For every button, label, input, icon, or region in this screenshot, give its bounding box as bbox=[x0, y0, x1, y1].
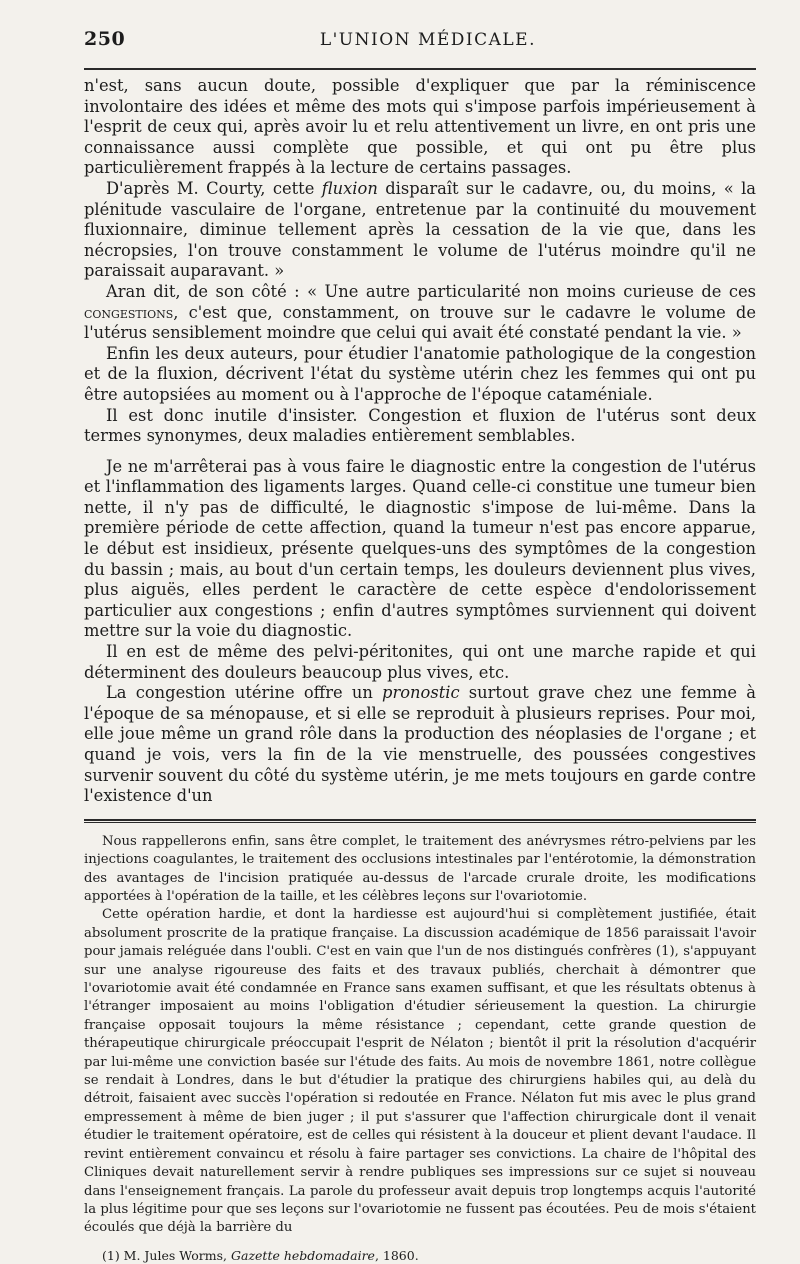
feuilleton-rule bbox=[84, 819, 756, 821]
paragraph-1: n'est, sans aucun doute, possible d'expliquer que par la réminiscence involontaire des idées et même des mots qui s'impose parfois impérieusement à l'esprit de ceux qui, après avoir lu et relu attentivement un livre, en ont pris une connaissance aussi complète que possible, et qui ont pu être plus particulièrement frappés à la lecture de certains passages. bbox=[84, 76, 756, 178]
main-text bbox=[84, 76, 756, 807]
paragraph-2-text-b: disparaît sur le cadavre, ou, du moins, « la plénitude vasculaire de l'organe, entretenue par la continuité du mouvement fluxionnaire, diminue tellement après la cessation de la vie que, dans les nécropsies, l'on trouve constamment le volume de l'utérus moindre qu'il ne paraissait auparavant. » bbox=[84, 178, 757, 281]
paragraph-3-smallcaps: congestions bbox=[84, 302, 174, 322]
feuilleton-rule-thin bbox=[84, 822, 756, 823]
paragraph-8-italic: pronostic bbox=[382, 683, 460, 703]
footnote-text-a: (1) M. Jules Worms, bbox=[102, 1247, 231, 1263]
footnote-journal: Gazette hebdomadaire bbox=[231, 1247, 375, 1263]
paragraph-8-text-b: surtout grave chez une femme à l'époque de sa ménopause, et si elle se reproduit à plusieurs reprises. Pour moi, elle joue même un grand rôle dans la production des néoplasies de l'organe ; et quand je vois, vers la fin de la vie menstruelle, des poussées congestives survenir souvent du côté du système utérin, je me mets toujours en garde contre l'existence d'un bbox=[84, 683, 756, 806]
page-number: 250 bbox=[84, 28, 126, 50]
paragraph-8 bbox=[84, 683, 756, 807]
paragraph-3-text-a: Aran dit, de son côté : « Une autre particularité non moins curieuse de ces bbox=[106, 281, 756, 301]
feuilleton-paragraph-1: Nous rappellerons enfin, sans être complet, le traitement des anévrysmes rétro-pelviens par les injections coagulantes, le traitement des occlusions intestinales par l'entérotomie, la démonstration des avantages de l'incision pratiquée au-dessus de l'arcade crurale droite, les modifications apportées à l'opération de la taille, et les célèbres leçons sur l'ovariotomie. bbox=[84, 833, 756, 904]
paragraph-6: Je ne m'arrêterai pas à vous faire le diagnostic entre la congestion de l'utérus et l'inflammation des ligaments larges. Quand celle-ci constitue une tumeur bien nette, il n'y pas de difficulté, le diagnostic s'impose de lui-même. Dans la première période de cette affection, quand la tumeur n'est pas encore apparue, le début est insidieux, présente quelques-uns des symptômes de la congestion du bassin ; mais, au bout d'un certain temps, les douleurs deviennent plus vives, plus aiguës, elles perdent le caractère de cette espèce d'endolorissement particulier aux congestions ; enfin d'autres symptômes surviennent qui doivent mettre sur la voie du diagnostic. bbox=[84, 456, 756, 641]
page-header bbox=[84, 28, 756, 56]
feuilleton-text bbox=[84, 833, 756, 1238]
paragraph-3 bbox=[84, 282, 756, 344]
running-title: L'UNION MÉDICALE. bbox=[319, 30, 536, 50]
paragraph-5: Il est donc inutile d'insister. Congestion et fluxion de l'utérus sont deux termes synonymes, deux maladies entièrement semblables. bbox=[84, 405, 756, 446]
paragraph-2-text-a: D'après M. Courty, cette bbox=[106, 178, 322, 198]
paragraph-4: Enfin les deux auteurs, pour étudier l'anatomie pathologique de la congestion et de la fluxion, décrivent l'état du système utérin chez les femmes qui ont pu être autopsiées au moment ou à l'approche de l'époque cataméniale. bbox=[84, 343, 756, 404]
header-rule bbox=[84, 68, 756, 70]
paragraph-2-italic: fluxion bbox=[321, 178, 378, 198]
paragraph-2 bbox=[84, 179, 756, 282]
paragraph-8-text-a: La congestion utérine offre un bbox=[106, 683, 383, 703]
feuilleton-paragraph-2: Cette opération hardie, et dont la hardiesse est aujourd'hui si complètement justifiée, était absolument proscrite de la pratique française. La discussion académique de 1856 paraissait l'avoir pour jamais reléguée dans l'oubli. C'est en vain que l'un de nos distingués confrères (1), s'appuyant sur une analyse rigoureuse des faits et des travaux publiés, cherchait à démontrer que l'ovariotomie avait été condamnée en France sans examen suffisant, et que les résultats obtenus à l'étranger imposaient au moins l'obligation d'étudier sérieusement la question. La chirurgie française opposait toujours la même résistance ; cependant, cette grande question de thérapeutique chirurgicale préoccupait l'esprit de Nélaton ; bientôt il prit la résolution d'acquérir par lui-même une conviction basée sur l'étude des faits. Au mois de novembre 1861, notre collègue se rendait à Londres, dans le but d'étudier la pratique des chirurgiens habiles qui, au delà du détroit, faisaient avec succès l'opération si redoutée en France. Nélaton fut mis avec le plus grand empressement à même de bien juger ; il put s'assurer que l'affection chirurgicale dont il venait étudier le traitement opératoire, est de celles qui résistent à la douceur et plient devant l'audace. Il revint entièrement convaincu et résolu à faire partager ses convictions. La chaire de l'hôpital des Cliniques devait naturellement servir à rendre publiques ses impressions sur ce sujet si nouveau dans l'enseignement français. La parole du professeur avait depuis trop longtemps acquis l'autorité la plus légitime pour que ses leçons sur l'ovariotomie ne fussent pas écoutées. Peu de mois s'étaient écoulés que déjà la barrière du bbox=[84, 907, 756, 1236]
footnote-text-b: , 1860. bbox=[374, 1247, 419, 1263]
paragraph-3-text-b: , c'est que, constamment, on trouve sur le cadavre le volume de l'utérus sensiblement moindre que celui qui avait été constaté pendant la vie. » bbox=[84, 302, 756, 343]
paragraph-7: Il en est de même des pelvi-péritonites, qui ont une marche rapide et qui déterminent des douleurs beaucoup plus vives, etc. bbox=[84, 642, 756, 682]
